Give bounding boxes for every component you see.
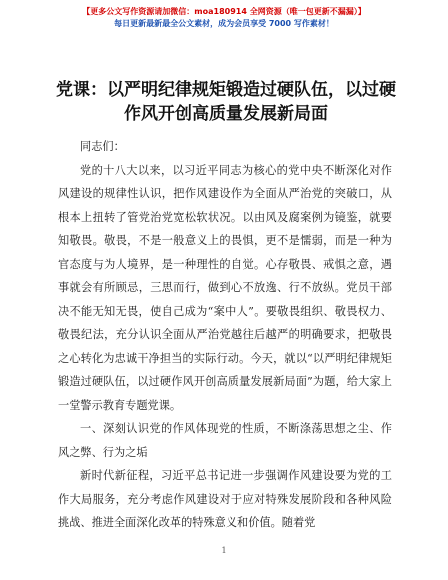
document-body xyxy=(58,135,392,535)
section-heading-1: 一、深刻认识党的作风体现党的性质，不断涤荡思想之尘、作风之弊、行为之垢 xyxy=(58,422,392,459)
greeting: 同志们： xyxy=(80,140,125,153)
page-number: 1 xyxy=(221,546,227,555)
banner-line-promo: 【更多公文写作资源请加微信：moa180914 全网资源（唯一包更新不漏漏）】 xyxy=(82,7,366,16)
paragraph-intro: 党的十八大以来，以习近平同志为核心的党中央不断深化对作风建设的规律性认识，把作风建设作为全面从严治党的突破口，从根本上扭转了管党治党宽松软状况。以由风及腐案例为镜鉴，就要知敬畏。敬畏，不是一般意义上的畏惧，更不是懦弱，而是一种为官态度与为人境界，是一种理性的自觉。心存敬畏、戒惧之意，遇事就会有所顾忌，三思而行，做到心不放逸、行不放纵。党员干部决不能无知无畏，使自己成为“案中人”。要敬畏组织、敬畏权力、敬畏纪法，充分认识全面从严治党越往后越严的明确要求，把敬畏之心转化为忠诚干净担当的实际行动。今天，就以“以严明纪律规矩锻造过硬队伍，以过硬作风开创高质量发展新局面”为题，给大家上一堂警示教育专题党课。 xyxy=(58,163,392,412)
paragraph-section-1: 新时代新征程，习近平总书记进一步强调作风建设要为党的工作大局服务，充分考虑作风建设对于应对特殊发展阶段和各种风险挑战、推进全面深化改革的特殊意义和价值。随着党 xyxy=(58,469,392,529)
document-title: 党课：以严明纪律规矩锻造过硬队伍，以过硬作风开创高质量发展新局面 xyxy=(56,80,396,124)
header-banner xyxy=(0,6,448,30)
banner-line-membership: 每日更新最新最全公文素材，成为会员享受 7000 写作素材！ xyxy=(114,19,334,28)
